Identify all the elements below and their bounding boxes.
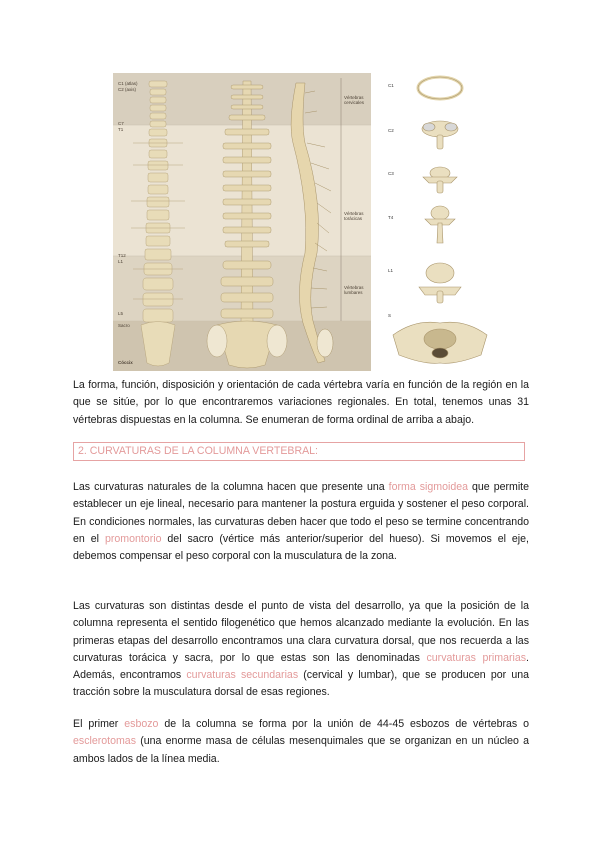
anterior-spine (131, 81, 185, 366)
label-c2: C2 (axis) (118, 87, 137, 92)
highlight-curvaturas-primarias: curvaturas primarias (426, 651, 527, 664)
label-t12: T12 (118, 253, 126, 258)
vertebra-label-s: S (388, 313, 392, 318)
label-c7: C7 (118, 121, 124, 126)
label-t1: T1 (118, 127, 124, 132)
highlight-forma-sigmoidea: forma sigmoidea (388, 481, 469, 493)
highlight-esbozo: esbozo (124, 718, 159, 730)
intro-paragraph: La forma, función, disposición y orientación de cada vértebra varía en función de la región en la que se sitúe, por lo que encontraremos variaciones regionales. En total, tenemos unas 31 vértebras dispuestas en la columna. Se enumeran de forma ordinal de arriba a abajo. (73, 379, 529, 426)
text-run: del sacro (vértice más anterior/superior del hueso). Si movemos el eje, debemos compensar el peso corporal con la musculatura de la zona. (73, 532, 529, 563)
highlight-esclerotomas: esclerotomas (73, 735, 136, 748)
vertebra-drawings (385, 73, 495, 371)
text-run: (cervical y lumbar), que se producen por una tracción sobre la musculatura dorsal de esas regiones. (73, 669, 529, 699)
text-run: Las curvaturas naturales de la columna hacen que presente una (73, 481, 389, 493)
label-cervicales: Vértebras cervicales (344, 95, 365, 105)
label-sacro: Sacro (118, 323, 130, 328)
vertebra-label-l1: L1 (388, 268, 394, 273)
spine-drawing (113, 73, 371, 371)
text-run: Las curvaturas son distintas desde el punto de vista del desarrollo, ya que la posición de la columna representa el sentido filogenético que hemos alcanzado mediante la evolución. En las primeras etapas del desarrollo encontramos una clara curvatura dorsal, que nos recuerda a las curvaturas torácica y sacra, por lo que estas son las denominadas (73, 600, 529, 664)
label-coccix: Cóccix (118, 360, 133, 365)
label-l1: L1 (118, 259, 124, 264)
spine-illustration (113, 73, 371, 371)
vertebra-label-c2: C2 (388, 128, 394, 133)
label-toracicas: Vértebras torácicas (344, 211, 364, 221)
text-run: El primer (73, 718, 125, 730)
text-run: . Además, encontramos (73, 651, 529, 682)
label-l5: L5 (118, 311, 124, 316)
paragraph-esbozo (73, 716, 529, 768)
posterior-spine (207, 81, 287, 368)
highlight-promontorio: promontorio (104, 532, 162, 545)
label-c1: C1 (atlas) (118, 81, 138, 86)
text-run: de la columna se forma por la unión de 44-45 esbozos de vértebras o (158, 718, 529, 730)
paragraph-development (73, 598, 529, 702)
vertebra-label-c3: C3 (388, 171, 394, 176)
vertebra-label-t4: T4 (388, 215, 394, 220)
vertebra-panel (385, 73, 495, 371)
highlight-curvaturas-secundarias: curvaturas secundarias (186, 669, 299, 682)
vertebra-label-c1: C1 (388, 83, 394, 88)
label-lumbares: Vértebras lumbares (344, 285, 364, 295)
paragraph-curvatures (73, 479, 529, 565)
section-heading: 2. CURVATURAS DE LA COLUMNA VERTEBRAL: (73, 442, 525, 461)
text-run: que permite establecer un eje lineal, necesario para mantener la postura erguida y sostener el peso corporal. En condiciones normales, las curvaturas deben hacer que todo el peso se termine concentrando en el (73, 481, 530, 545)
text-run: (una enorme masa de células mesenquimales que se organizan en un núcleo a ambos lados de la línea media. (73, 735, 529, 765)
